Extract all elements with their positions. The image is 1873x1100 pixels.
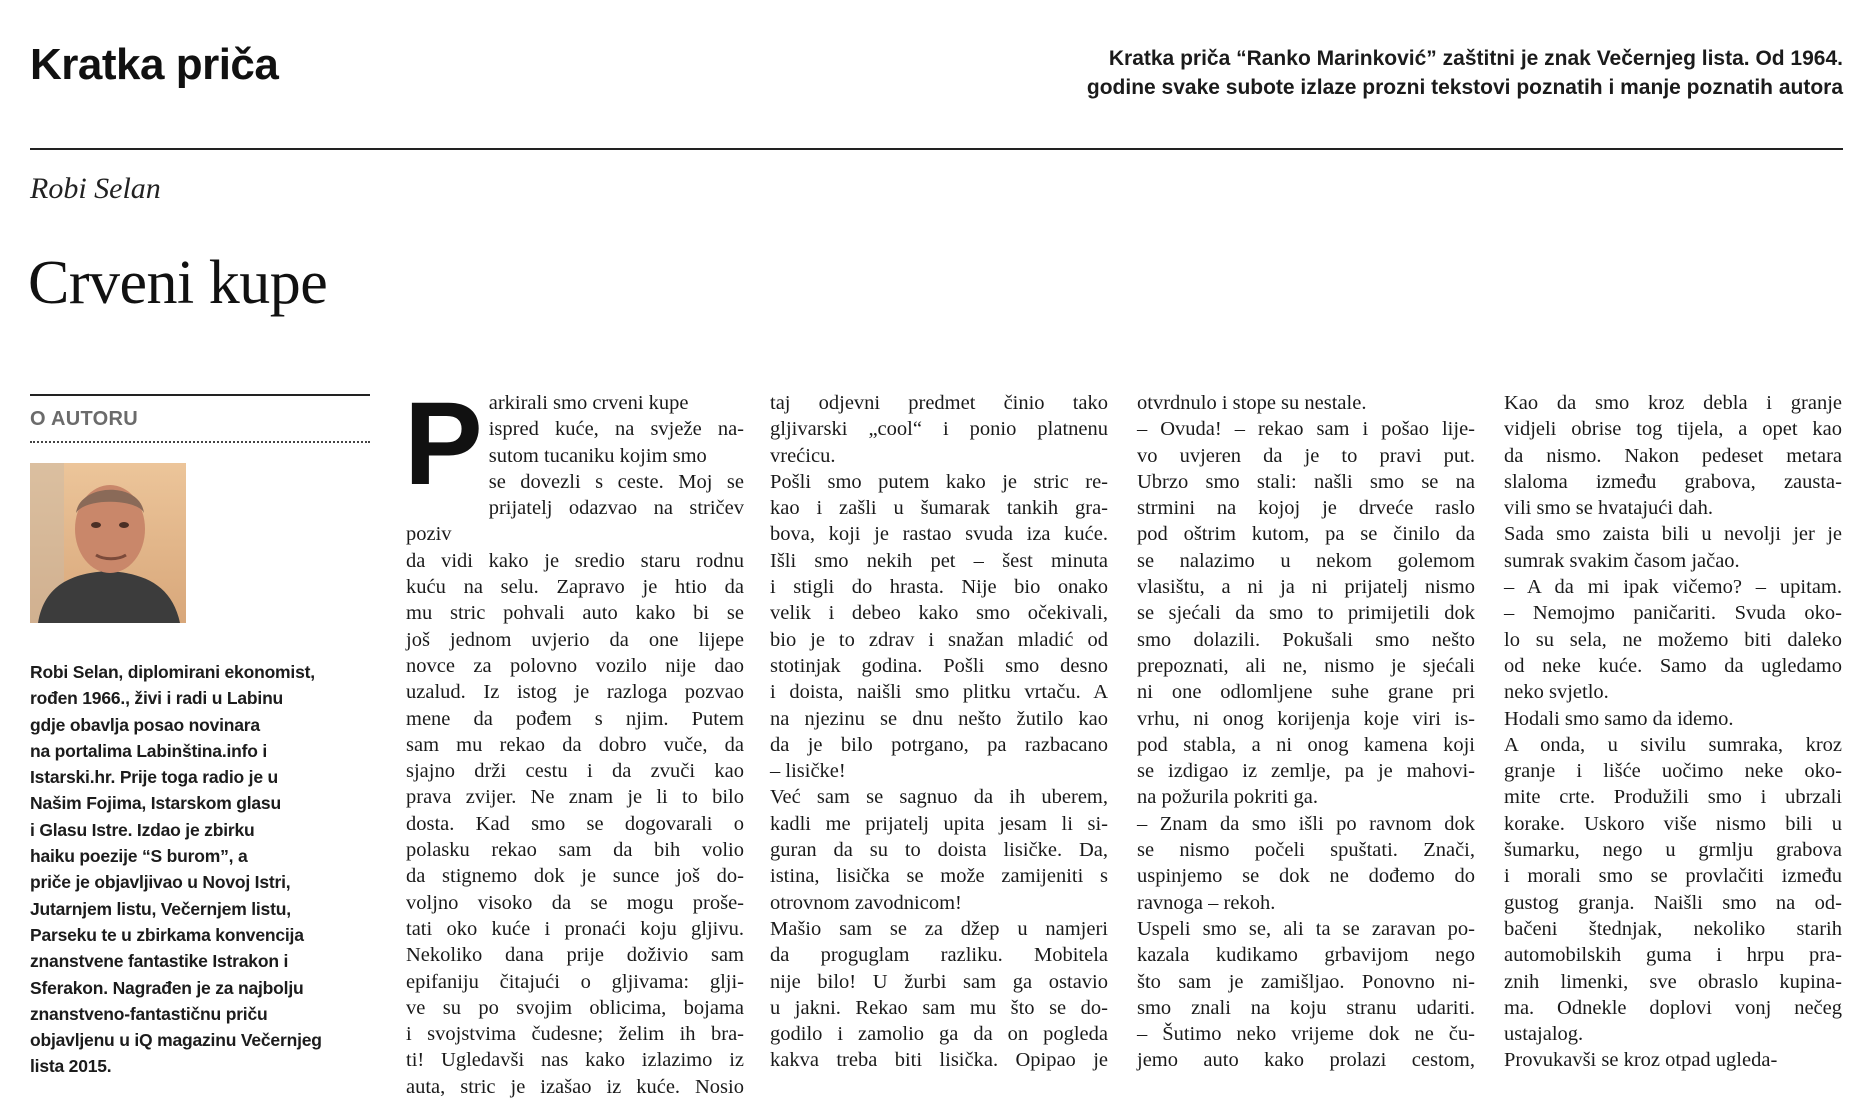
article-line: šumarku, nego u grmlju grabova bbox=[1504, 839, 1842, 862]
article-line: arkirali smo crveni kupe bbox=[488, 392, 689, 414]
article-line: jemo auto kako prolazi cestom, bbox=[1137, 1049, 1475, 1072]
article-line: neko svjetlo. bbox=[1504, 681, 1609, 704]
article-column-1 bbox=[404, 378, 744, 1098]
article-line: – lisičke! bbox=[770, 760, 846, 783]
article-line: – Šutimo neko vrijeme dok ne ču- bbox=[1137, 1023, 1475, 1046]
article-line: ti! Ugledavši nas kako izlazimo iz bbox=[406, 1049, 744, 1072]
article-line: mite crte. Produžili smo i ubrzali bbox=[1504, 786, 1842, 809]
bio-line: znanstvene fantastike Istrakon i bbox=[30, 951, 289, 972]
article-line: gljivarski „cool“ i ponio platnenu bbox=[770, 418, 1108, 441]
article-line: ve su po svojim oblicima, bojama bbox=[406, 996, 744, 1019]
bio-line: znanstveno-fantastičnu priču bbox=[30, 1003, 268, 1024]
article-line: Išli smo nekih pet – šest minuta bbox=[770, 549, 1108, 572]
article-line: uzalud. Iz istog je razloga pozvao bbox=[406, 681, 744, 704]
article-line: sutom tucaniku kojim smo bbox=[488, 444, 707, 467]
article-line: – Znam da smo išli po ravnom dok bbox=[1137, 812, 1475, 835]
article-line: da vidi kako je sredio staru rodnu bbox=[406, 549, 744, 572]
article-line: se sjećali da smo to primijetili dok bbox=[1137, 602, 1475, 625]
article-line: voljno visoko da se mogu proše- bbox=[406, 891, 744, 914]
article-line: prijatelj odazvao na stričev poziv bbox=[406, 497, 744, 546]
article-line: još jednom uvjerio da one lijepe bbox=[406, 628, 744, 651]
article-line: se izdigao iz zemlje, pa je mahovi- bbox=[1137, 760, 1475, 783]
article-line: se dovezli s ceste. Moj se bbox=[488, 470, 744, 493]
article-line: Već sam se sagnuo da ih uberem, bbox=[770, 786, 1108, 809]
story-title: Crveni kupe bbox=[28, 249, 328, 317]
article-line: od neke kuće. Samo da ugledamo bbox=[1504, 654, 1842, 677]
article-line: i doista, naišli smo plitku vrtaču. A bbox=[770, 681, 1108, 704]
article-line: ravnoga – rekoh. bbox=[1137, 891, 1276, 914]
article-line: vrhu, ni onog korijenja koje viri is- bbox=[1137, 707, 1475, 730]
article-line: bačeni štednjak, nekoliko starih bbox=[1504, 917, 1842, 940]
dotted-divider bbox=[30, 441, 370, 443]
bio-line: Našim Fojima, Istarskom glasu bbox=[30, 793, 281, 814]
article-line: Pošli smo putem kako je stric re- bbox=[770, 470, 1108, 493]
sidebar-divider bbox=[30, 394, 370, 396]
article-line: Nekoliko dana prije doživio sam bbox=[406, 944, 744, 967]
article-line: Provukavši se kroz otpad ugleda- bbox=[1504, 1049, 1778, 1072]
bio-line: rođen 1966., živi i radi u Labinu bbox=[30, 688, 284, 709]
bio-line: na portalima Labinština.info i bbox=[30, 740, 268, 761]
article-line: ni one odlomljene suhe grane pri bbox=[1137, 681, 1475, 704]
article-line: kadli me prijatelj upita jesam li si- bbox=[770, 812, 1108, 835]
article-line: stotinjak godina. Pošli smo desno bbox=[770, 654, 1108, 677]
article-line: da stignemo dok je sunce još do- bbox=[406, 865, 744, 888]
series-note bbox=[1087, 44, 1843, 102]
bio-line: Jutarnjem listu, Večernjem listu, bbox=[30, 898, 291, 919]
article-line: ustajalog. bbox=[1504, 1023, 1584, 1046]
article-line: strmini na kojoj je drveće raslo bbox=[1137, 497, 1475, 520]
header-divider bbox=[30, 148, 1843, 150]
article-line: – Ovuda! – rekao sam i pošao lije- bbox=[1137, 418, 1475, 441]
article-column-3 bbox=[1137, 390, 1475, 1080]
article-line: automobilskih guma i hrpu pra- bbox=[1504, 944, 1842, 967]
article-line: znih limenki, sve obraslo kupina- bbox=[1504, 970, 1842, 993]
article-line: tati oko kuće i pronaći koju gljivu. bbox=[406, 917, 744, 940]
article-line: – A da mi ipak vičemo? – upitam. bbox=[1504, 576, 1842, 599]
article-line: Uspeli smo se, ali ta se zaravan po- bbox=[1137, 917, 1475, 940]
article-line: što sam je zamišljao. Ponovno ni- bbox=[1137, 970, 1475, 993]
article-line: ispred kuće, na svježe na- bbox=[488, 418, 744, 441]
article-line: granje i lišće uočimo neke oko- bbox=[1504, 760, 1842, 783]
article-line: vrećicu. bbox=[770, 444, 836, 467]
article-line: sjajno drži cestu i da zvuči kao bbox=[406, 760, 744, 783]
article-line: pod stabla, a ni onog kamena koji bbox=[1137, 733, 1475, 756]
article-line: mene da pođem s njim. Putem bbox=[406, 707, 744, 730]
article-line: na njezinu se dnu nešto žutilo kao bbox=[770, 707, 1108, 730]
article-line: nije bilo! U žurbi sam ga ostavio bbox=[770, 970, 1108, 993]
article-line: prava zvijer. Ne znam je li to bilo bbox=[406, 786, 744, 809]
series-note-line: godine svake subote izlaze prozni tekstovi poznatih i manje poznatih autora bbox=[1086, 76, 1843, 99]
article-line: vili smo se hvatajući dah. bbox=[1504, 497, 1713, 520]
article-line: da proguglam razliku. Mobitela bbox=[770, 944, 1108, 967]
bio-line: Sferakon. Nagrađen je za najbolju bbox=[30, 977, 304, 998]
article-line: sumrak svakim časom jačao. bbox=[1504, 549, 1740, 572]
article-line: vo uvjeren da je to pravi put. bbox=[1137, 444, 1475, 467]
article-line: da nismo. Nakon pedeset metara bbox=[1504, 444, 1842, 467]
article-line: dosta. Kad smo se dogovarali o bbox=[406, 812, 744, 835]
article-line: prepoznati, ali ne, nismo je sjećali bbox=[1137, 654, 1475, 677]
article-line: kuću na selu. Zapravo je htio da bbox=[406, 576, 744, 599]
article-line: vlasištu, a ni ja ni prijatelj nismo bbox=[1137, 576, 1475, 599]
article-line: auta, stric je izašao iz kuće. Nosio bbox=[406, 1075, 744, 1098]
about-author-box bbox=[30, 394, 370, 1080]
article-line: Sada smo zaista bili u nevolji jer je bbox=[1504, 523, 1842, 546]
article-column-4 bbox=[1504, 390, 1842, 1080]
bio-line: objavljenu u iQ magazinu Večernjeg bbox=[30, 1030, 322, 1051]
article-line: Ubrzo smo stali: našli smo se na bbox=[1137, 470, 1475, 493]
bio-line: lista 2015. bbox=[30, 1056, 112, 1077]
article-line: u jakni. Rekao sam mu što se do- bbox=[770, 996, 1108, 1019]
article-line: epifaniju čitajući o gljivama: glji- bbox=[406, 970, 744, 993]
article-column-2 bbox=[770, 390, 1108, 1080]
article-line: godilo i zamolio ga da on pogleda bbox=[770, 1023, 1108, 1046]
article-line: smo dolazili. Pokušali smo nešto bbox=[1137, 628, 1475, 651]
article-line: slaloma između grabova, zausta- bbox=[1504, 470, 1842, 493]
article-line: i morali smo se provlačiti između bbox=[1504, 865, 1842, 888]
section-title: Kratka priča bbox=[30, 40, 279, 89]
article-line: gustog granja. Naišli smo na od- bbox=[1504, 891, 1842, 914]
article-line: istina, lisička se može zamijeniti s bbox=[770, 865, 1108, 888]
article-line: na požurila pokriti ga. bbox=[1137, 786, 1319, 809]
article-line: Hodali smo samo da idemo. bbox=[1504, 707, 1734, 730]
series-note-line: Kratka priča “Ranko Marinković” zaštitni je znak Večernjeg lista. Od 1964. bbox=[1108, 47, 1843, 70]
article-line: uspinjemo se dok ne dođemo do bbox=[1137, 865, 1475, 888]
article-line: vidjeli obrise tog tijela, a opet kao bbox=[1504, 418, 1842, 441]
article-line: ma. Odnekle doplovi vonj nečeg bbox=[1504, 996, 1842, 1019]
article-line: taj odjevni predmet činio tako bbox=[770, 392, 1108, 414]
article-line: polasku rekao sam da bih volio bbox=[406, 839, 744, 862]
article-line: otvrdnulo i stope su nestale. bbox=[1137, 392, 1367, 414]
author-bio bbox=[30, 659, 370, 1080]
author-byline: Robi Selan bbox=[30, 172, 161, 205]
bio-line: haiku poezije “S burom”, a bbox=[30, 846, 248, 867]
bio-line: Istarski.hr. Prije toga radio je u bbox=[30, 767, 279, 788]
bio-line: i Glasu Istre. Izdao je zbirku bbox=[30, 819, 255, 840]
article-line: bio je to zdrav i snažan mladić od bbox=[770, 628, 1108, 651]
article-line: kazala kudikamo grbavijom nego bbox=[1137, 944, 1475, 967]
article-line: i stigli do hrasta. Nije bio onako bbox=[770, 576, 1108, 599]
bio-line: priče je objavljivao u Novoj Istri, bbox=[30, 872, 291, 893]
article-line: sam mu rekao da dobro vuče, da bbox=[406, 733, 744, 756]
article-line: Mašio sam se za džep u namjeri bbox=[770, 917, 1108, 940]
article-line: novce za polovno vozilo nije dao bbox=[406, 654, 744, 677]
bio-line: Parseku te u zbirkama konvencija bbox=[30, 924, 304, 945]
article-line: otrovnom zavodnicom! bbox=[770, 891, 962, 914]
about-author-heading: O AUTORU bbox=[30, 408, 138, 430]
article-line: A onda, u sivilu sumraka, kroz bbox=[1504, 733, 1842, 756]
article-line: da je bilo potrgano, pa razbacano bbox=[770, 733, 1108, 756]
article-line: velik i debeo kako smo očekivali, bbox=[770, 602, 1108, 625]
bio-line: Robi Selan, diplomirani ekonomist, bbox=[30, 662, 315, 682]
article-line: – Nemojmo paničariti. Svuda oko- bbox=[1504, 602, 1842, 625]
article-line: kao i zašli u šumarak tankih gra- bbox=[770, 497, 1108, 520]
article-line: se nismo počeli spuštati. Znači, bbox=[1137, 839, 1475, 862]
article-line: guran da su to doista lisičke. Da, bbox=[770, 839, 1108, 862]
article-line: korake. Uskoro više nismo bili u bbox=[1504, 812, 1842, 835]
drop-cap: P bbox=[404, 378, 483, 510]
article-line: smo znali na koju stranu udariti. bbox=[1137, 996, 1475, 1019]
article-line: pod oštrim kutom, pa se činilo da bbox=[1137, 523, 1475, 546]
article-line: i svojstvima čudesne; želim ih bra- bbox=[406, 1023, 744, 1046]
bio-line: gdje obavlja posao novinara bbox=[30, 714, 260, 735]
article-line: bova, koji je rastao svuda iza kuće. bbox=[770, 523, 1108, 546]
author-photo bbox=[30, 463, 186, 623]
article-line: mu stric pohvali auto kako bi se bbox=[406, 602, 744, 625]
article-line: kakva treba biti lisička. Opipao je bbox=[770, 1049, 1108, 1072]
article-line: Kao da smo kroz debla i granje bbox=[1504, 392, 1842, 414]
article-line: se nalazimo u nekom golemom bbox=[1137, 549, 1475, 572]
article-line: lo su sela, ne možemo biti daleko bbox=[1504, 628, 1842, 651]
